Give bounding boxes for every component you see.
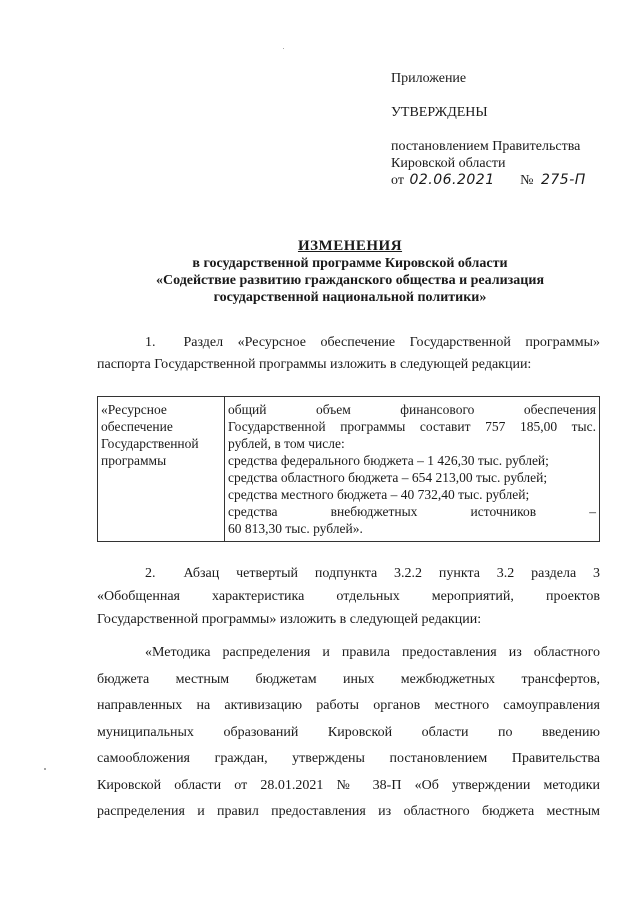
table-right-line: средства местного бюджета – 40 732,40 тыс. рублей; (228, 487, 530, 502)
approved-label: УТВЕРЖДЕНЫ (391, 105, 488, 120)
item-1-paragraph (97, 332, 600, 376)
title-line-2: «Содействие развитию гражданского общества и реализация (155, 273, 545, 288)
table-right-line: 60 813,30 тыс. рублей». (228, 521, 363, 536)
resource-table (97, 396, 600, 542)
region-line: Кировской области (391, 156, 506, 171)
date-number-line (391, 172, 621, 189)
quote-line: самообложения граждан, утверждены постановлением Правительства (97, 751, 600, 766)
title-line-1: в государственной программе Кировской области (192, 256, 508, 271)
quote-line: направленных на активизацию работы органов местного самоуправления (97, 698, 600, 713)
table-right-line: Государственной программы составит 757 185,00 тыс. (228, 419, 596, 434)
number-label: № (520, 173, 534, 188)
table-row (98, 397, 600, 542)
quote-line: бюджета местным бюджетам иных межбюджетных трансфертов, (97, 671, 600, 687)
quote-line: «Методика распределения и правила предоставления из областного (145, 645, 600, 660)
item-2-line-2: «Обобщенная характеристика отдельных мероприятий, проектов (97, 589, 600, 604)
from-label: от (391, 173, 404, 188)
scan-speck (283, 48, 284, 49)
quote-line: распределения и правил предоставления из областного бюджета местным (97, 804, 600, 819)
item-1-line-2: паспорта Государственной программы изложить в следующей редакции: (97, 357, 532, 372)
scan-speck (44, 768, 46, 770)
item-1-line-1: 1. Раздел «Ресурсное обеспечение Государственной программы» (145, 335, 600, 350)
table-right-line: общий объем финансового обеспечения (228, 402, 596, 417)
item-2-paragraph (97, 562, 600, 631)
handwritten-date: 02.06.2021 (409, 172, 495, 188)
handwritten-number: 275-П (540, 172, 586, 188)
quote-paragraph (97, 640, 600, 826)
table-right-cell (225, 397, 600, 542)
quote-line: муниципальных образований Кировской области по введению (97, 724, 600, 740)
table-right-line: средства внебюджетных источников – (228, 504, 596, 519)
title-line-3: государственной национальной политики» (213, 290, 487, 305)
approval-block (391, 70, 621, 189)
item-2-line-1: 2. Абзац четвертый подпункта 3.2.2 пункта 3.2 раздела 3 (145, 566, 600, 581)
table-right-line: средства федерального бюджета – 1 426,30 тыс. рублей; (228, 453, 549, 468)
document-title: ИЗМЕНЕНИЯ (297, 238, 403, 254)
table-left-cell: «Ресурсное обеспечение Государственной программы (98, 397, 225, 542)
title-block (100, 238, 600, 306)
table-right-line: рублей, в том числе: (228, 436, 345, 451)
table-right-line: средства областного бюджета – 654 213,00 тыс. рублей; (228, 470, 548, 485)
quote-line: Кировской области от 28.01.2021 № 38-П «Об утверждении методики (97, 777, 600, 793)
resolution-line: постановлением Правительства (391, 139, 581, 154)
item-2-line-3: Государственной программы» изложить в следующей редакции: (97, 612, 482, 627)
appendix-label: Приложение (391, 71, 467, 86)
